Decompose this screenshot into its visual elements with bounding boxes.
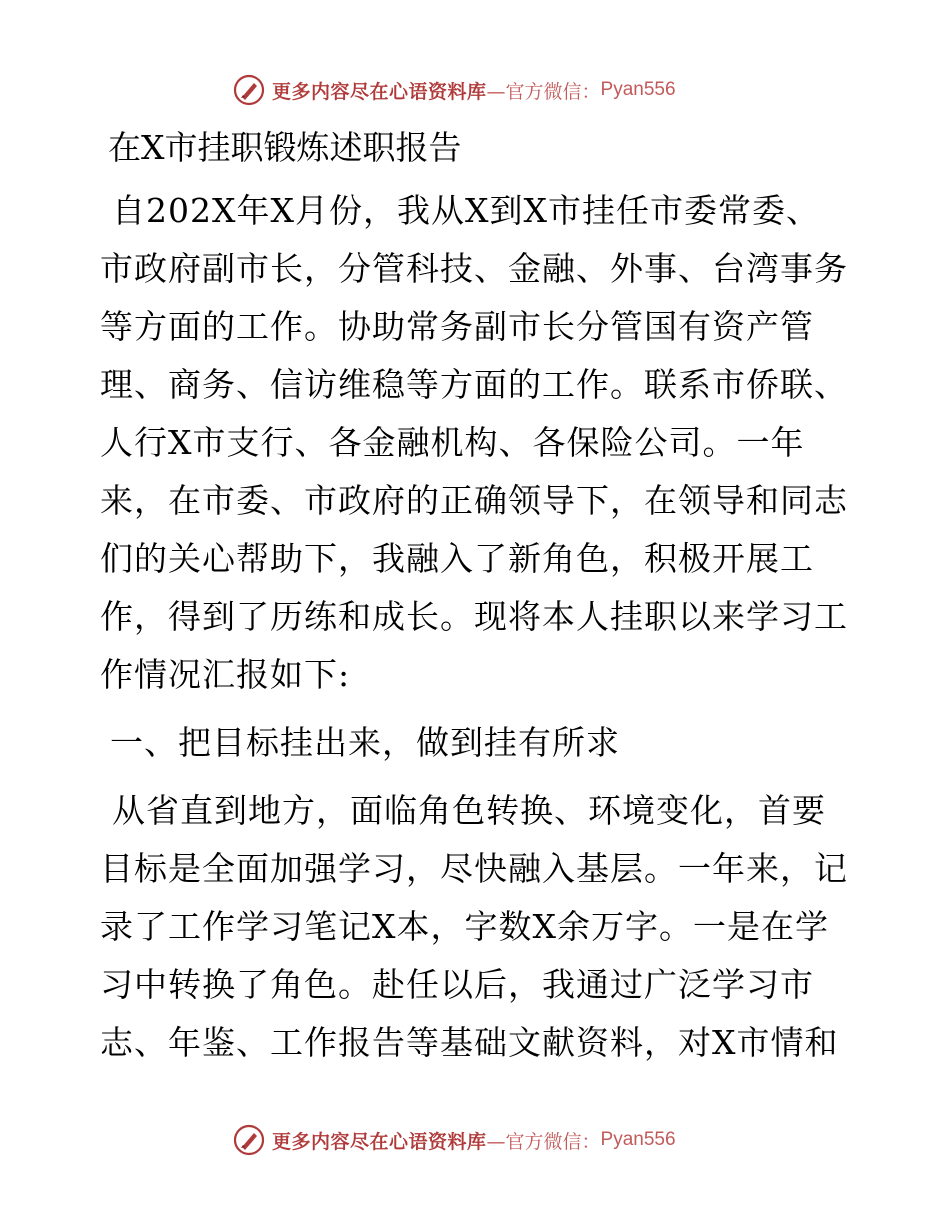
- text-line: 目标是全面加强学习，尽快融入基层。一年来，记: [100, 849, 848, 888]
- watermark-strong-text: 更多内容尽在心语资料库: [272, 1130, 487, 1153]
- watermark-header: [232, 73, 676, 107]
- document-body: [100, 122, 860, 1072]
- watermark-light-text: —官方微信：: [486, 80, 601, 103]
- paragraph-section-1: [100, 782, 860, 1072]
- text-line: 人行X市支行、各金融机构、各保险公司。一年: [100, 423, 805, 462]
- paragraph-intro: [100, 182, 860, 704]
- text-line: 们的关心帮助下，我融入了新角色，积极开展工: [100, 539, 814, 578]
- watermark-footer: [232, 1123, 676, 1157]
- text-line: 志、年鉴、工作报告等基础文献资料，对X市情和: [100, 1023, 839, 1062]
- text-line: 理、商务、信访维稳等方面的工作。联系市侨联、: [100, 365, 848, 404]
- watermark-wechat-id: Pyan556: [600, 1129, 676, 1150]
- text-line: 作，得到了历练和成长。现将本人挂职以来学习工: [100, 597, 848, 636]
- text-line: 作情况汇报如下:: [100, 655, 351, 694]
- text-line: 从省直到地方，面临角色转换、环境变化，首要: [112, 791, 826, 830]
- document-title: 在X市挂职锻炼述职报告: [108, 128, 462, 167]
- pen-logo-icon: [232, 1123, 266, 1157]
- text-line: 录了工作学习笔记X本，字数X余万字。一是在学: [100, 907, 829, 946]
- text-line: 等方面的工作。协助常务副市长分管国有资产管: [100, 307, 814, 346]
- watermark-light-text: —官方微信：: [486, 1130, 601, 1153]
- text-line: 习中转换了角色。赴任以后，我通过广泛学习市: [100, 965, 814, 1004]
- pen-logo-icon: [232, 73, 266, 107]
- watermark-strong-text: 更多内容尽在心语资料库: [272, 80, 487, 103]
- text-line: 来，在市委、市政府的正确领导下，在领导和同志: [100, 481, 848, 520]
- section-heading: 一、把目标挂出来，做到挂有所求: [110, 723, 620, 762]
- text-line: 市政府副市长，分管科技、金融、外事、台湾事务: [100, 249, 848, 288]
- watermark-wechat-id: Pyan556: [600, 79, 676, 100]
- text-line: 自202X年X月份，我从X到X市挂任市委常委、: [112, 191, 820, 230]
